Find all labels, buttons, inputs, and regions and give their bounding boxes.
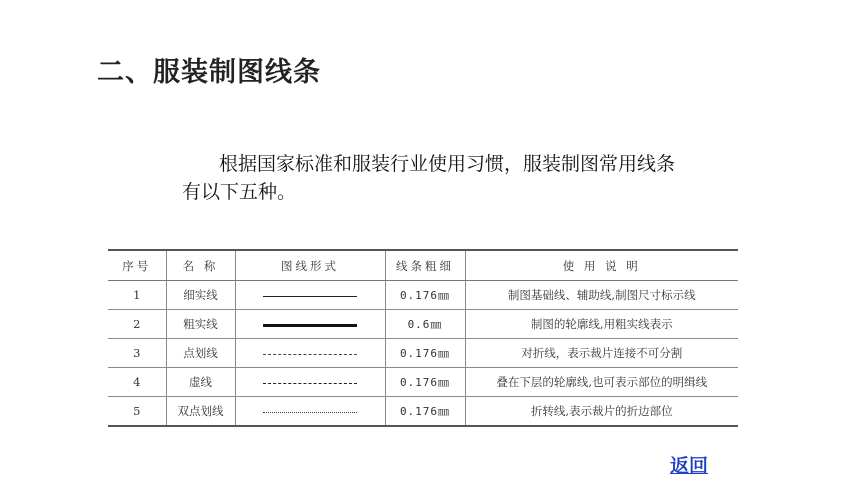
line-types-table: [108, 249, 738, 427]
row-line-sample: [235, 310, 385, 339]
header-style: 图线形式: [235, 250, 385, 281]
row-line-sample: [235, 281, 385, 310]
table-row: [108, 368, 738, 397]
row-width: 0.6㎜: [385, 310, 465, 339]
row-no: 1: [108, 281, 166, 310]
row-line-sample: [235, 397, 385, 427]
row-usage: 制图基础线、辅助线,制图尺寸标示线: [465, 281, 738, 310]
row-width: 0.176㎜: [385, 339, 465, 368]
table-row: [108, 310, 738, 339]
header-name: 名 称: [166, 250, 235, 281]
row-name: 粗实线: [166, 310, 235, 339]
table-row: [108, 339, 738, 368]
row-name: 细实线: [166, 281, 235, 310]
row-width: 0.176㎜: [385, 397, 465, 427]
intro-line-1: 根据国家标准和服装行业使用习惯，服装制图常用线条: [219, 153, 676, 175]
row-width: 0.176㎜: [385, 368, 465, 397]
row-no: 3: [108, 339, 166, 368]
row-line-sample: [235, 339, 385, 368]
header-no: 序号: [108, 250, 166, 281]
thick-solid-line-sample: [263, 324, 357, 327]
row-name: 点划线: [166, 339, 235, 368]
row-no: 5: [108, 397, 166, 427]
dashed-line-sample: [263, 383, 357, 384]
row-no: 4: [108, 368, 166, 397]
row-name: 虚线: [166, 368, 235, 397]
row-name: 双点划线: [166, 397, 235, 427]
row-width: 0.176㎜: [385, 281, 465, 310]
intro-paragraph: [182, 150, 752, 206]
thin-solid-line-sample: [263, 296, 357, 297]
header-width: 线条粗细: [385, 250, 465, 281]
table-row: [108, 397, 738, 427]
row-usage: 制图的轮廓线,用粗实线表示: [465, 310, 738, 339]
header-usage: 使 用 说 明: [465, 250, 738, 281]
row-line-sample: [235, 368, 385, 397]
double-dash-dot-line-sample: [263, 412, 357, 413]
table-row: [108, 281, 738, 310]
row-usage: 折转线,表示裁片的折边部位: [465, 397, 738, 427]
intro-line-2: 有以下五种。: [182, 181, 297, 203]
back-link[interactable]: 返回: [670, 455, 709, 477]
table-header-row: [108, 250, 738, 281]
row-usage: 对折线，表示裁片连接不可分割: [465, 339, 738, 368]
row-no: 2: [108, 310, 166, 339]
page-title: 二、服装制图线条: [97, 57, 321, 88]
row-usage: 叠在下层的轮廓线,也可表示部位的明缉线: [465, 368, 738, 397]
dash-dot-line-sample: [263, 354, 357, 355]
